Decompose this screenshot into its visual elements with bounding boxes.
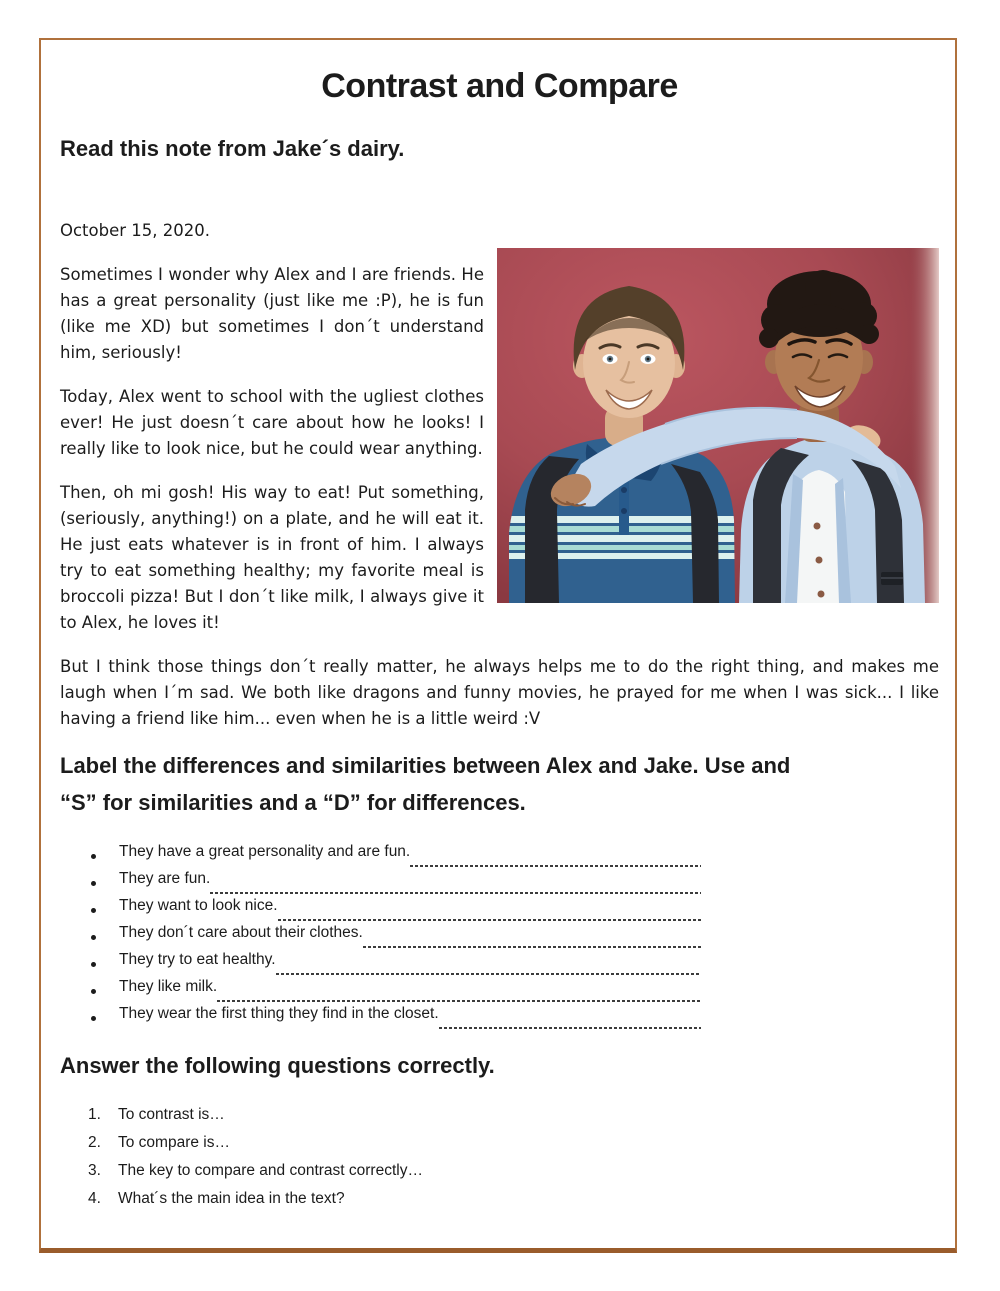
list-item-label: They try to eat healthy. xyxy=(119,951,276,968)
list-item xyxy=(60,897,701,924)
list-item-label: They wear the first thing they find in the closet. xyxy=(119,1005,439,1022)
diary-date: October 15, 2020. xyxy=(60,221,210,240)
answer-line[interactable] xyxy=(217,988,701,1002)
worksheet-page xyxy=(39,38,957,1253)
answer-line[interactable] xyxy=(276,961,701,975)
answer-line[interactable] xyxy=(410,853,701,867)
question-text: To contrast is… xyxy=(118,1106,225,1123)
list-item xyxy=(60,870,701,897)
list-item xyxy=(60,1005,701,1032)
question-number: 4. xyxy=(88,1190,101,1207)
question-row xyxy=(60,1129,939,1157)
question-number: 1. xyxy=(88,1106,101,1123)
bullet-icon xyxy=(91,1016,96,1021)
questions-list xyxy=(60,1101,939,1213)
question-number: 3. xyxy=(88,1162,101,1179)
list-item-label: They are fun. xyxy=(119,870,211,887)
question-row xyxy=(60,1185,939,1213)
answer-line[interactable] xyxy=(210,880,701,894)
list-item-label: They want to look nice. xyxy=(119,897,278,914)
answer-line[interactable] xyxy=(278,907,701,921)
bullet-icon xyxy=(91,881,96,886)
answer-line[interactable] xyxy=(363,934,701,948)
similarity-difference-list xyxy=(60,843,701,1032)
label-heading-line1: Label the differences and similarities between Alex and Jake. Use and xyxy=(60,753,791,778)
diary-paragraph: But I think those things don´t really matter, he always helps me to do the right thing, and makes me laugh when I´m sad. We both like dragons and funny movies, he prayed for me when I was sick... I like having a friend like him... even when he is a little weird :V xyxy=(60,657,939,728)
diary-note xyxy=(60,218,939,732)
bullet-icon xyxy=(91,962,96,967)
diary-paragraph: Sometimes I wonder why Alex and I are friends. He has a great personality (just like me :P), he is fun (like me XD) but sometimes I don´t understand him, seriously! xyxy=(60,265,484,362)
list-item-label: They have a great personality and are fun. xyxy=(119,843,411,860)
friends-photo-illustration xyxy=(497,248,939,603)
question-row xyxy=(60,1101,939,1129)
friends-photo xyxy=(497,248,939,603)
question-row xyxy=(60,1157,939,1185)
question-text: To compare is… xyxy=(118,1134,230,1151)
label-heading xyxy=(60,747,939,821)
list-item-label: They don´t care about their clothes. xyxy=(119,924,363,941)
list-item xyxy=(60,978,701,1005)
label-heading-line2: “S” for similarities and a “D” for differences. xyxy=(60,790,526,815)
question-text: The key to compare and contrast correctly… xyxy=(118,1162,423,1179)
bullet-icon xyxy=(91,989,96,994)
diary-paragraph: Today, Alex went to school with the ugliest clothes ever! He just doesn´t care about how he looks! I really like to look nice, but he could wear anything. xyxy=(60,387,484,458)
bullet-icon xyxy=(91,854,96,859)
list-item xyxy=(60,951,701,978)
question-number: 2. xyxy=(88,1134,101,1151)
page-title: Contrast and Compare xyxy=(321,67,678,105)
bullet-icon xyxy=(91,935,96,940)
answer-line[interactable] xyxy=(439,1015,701,1029)
diary-paragraph: Then, oh mi gosh! His way to eat! Put something, (seriously, anything!) on a plate, and he will eat it. He just eats whatever is in front of him. I always try to eat something healthy; my favorite meal is broccoli pizza! But I don´t like milk, I always give it to Alex, he loves it! xyxy=(60,483,484,632)
intro-heading: Read this note from Jake´s dairy. xyxy=(60,136,405,161)
list-item xyxy=(60,843,701,870)
list-item xyxy=(60,924,701,951)
question-text: What´s the main idea in the text? xyxy=(118,1190,345,1207)
bullet-icon xyxy=(91,908,96,913)
questions-heading: Answer the following questions correctly. xyxy=(60,1053,495,1078)
list-item-label: They like milk. xyxy=(119,978,218,995)
